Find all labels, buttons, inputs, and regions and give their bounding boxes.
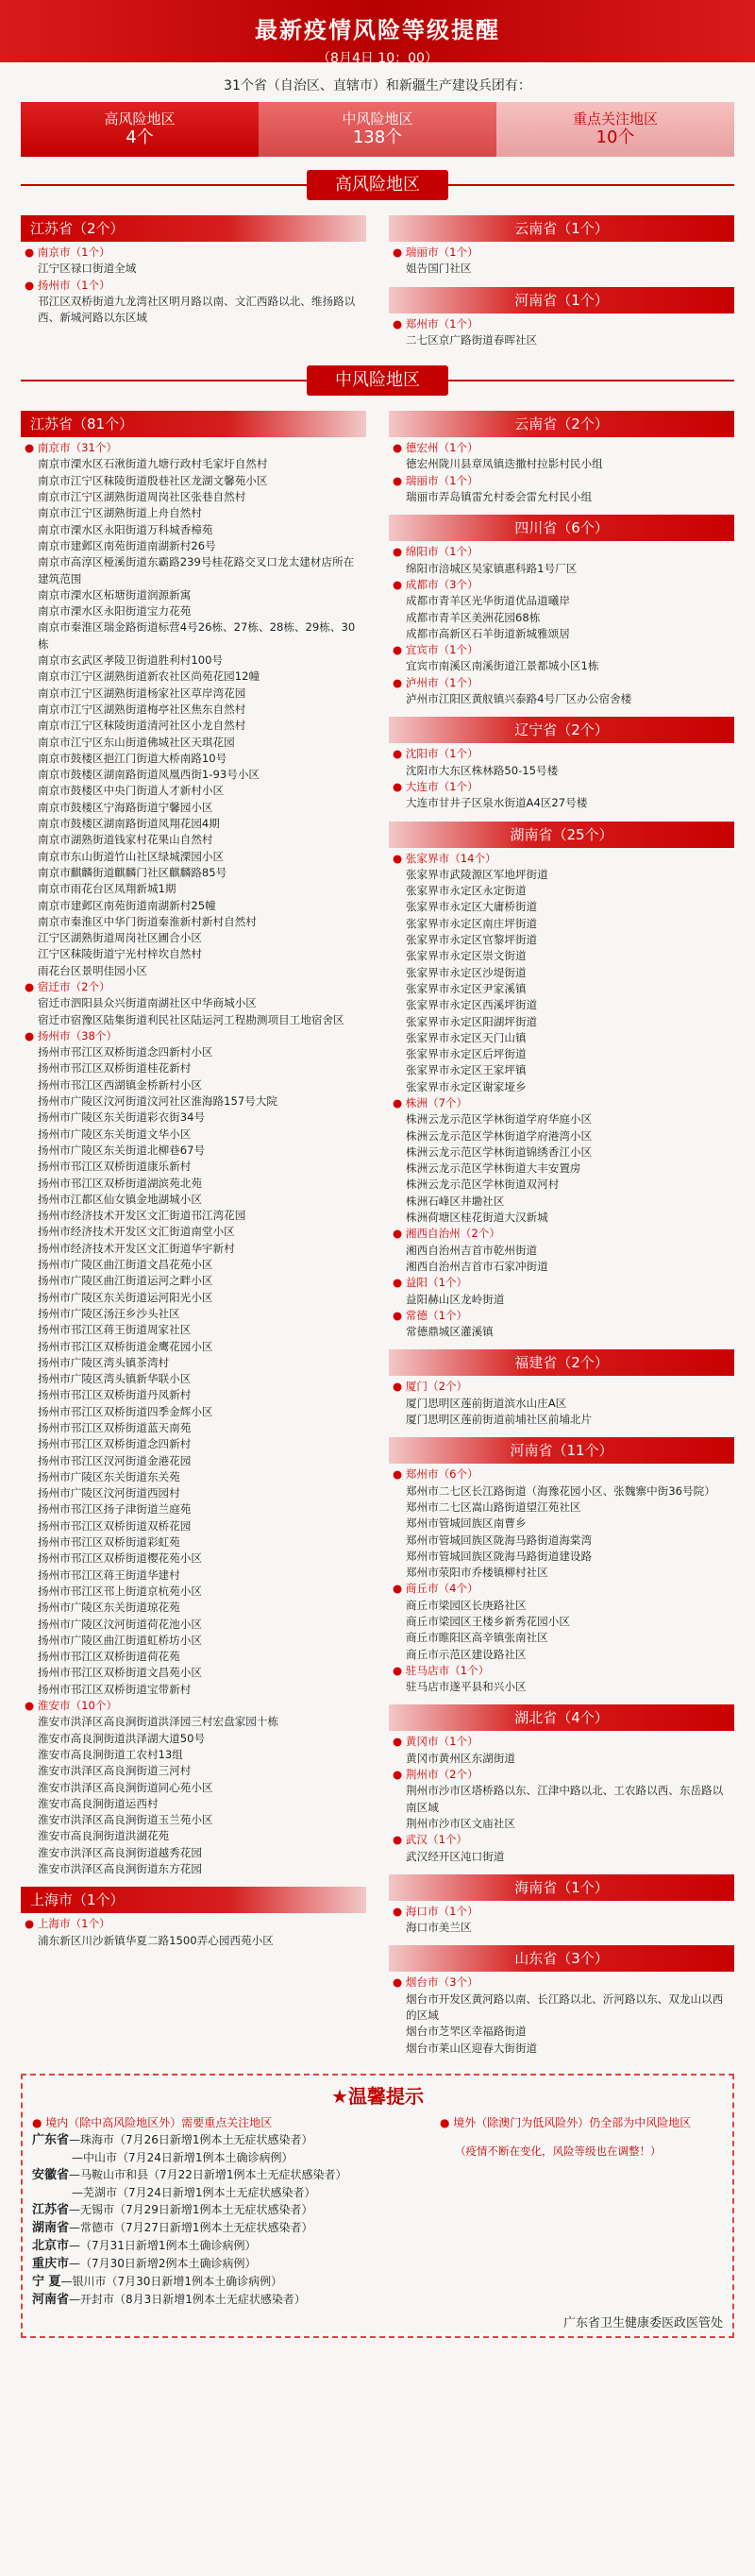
area-item: 扬州市广陵区汶河街道西园村 (38, 1486, 180, 1500)
focus-province: 重庆市 (32, 2256, 70, 2271)
area-item: 商丘市梁园区长庚路社区 (406, 1598, 527, 1612)
area-item: 张家界市武陵源区军地坪街道 (406, 867, 548, 881)
area-item: 扬州市邗江区汊河街道金港花园 (38, 1453, 192, 1467)
area-item: 张家界市永定区南庄坪街道 (406, 916, 538, 930)
intro-text: 31个省（自治区、直辖市）和新疆生产建设兵团有： (224, 78, 531, 93)
area-item: 烟台市开发区黄河路以南、长江路以北、沂河路以东、双龙山以西的区域 (406, 1991, 724, 2023)
area-list (389, 437, 734, 509)
city-label: ● 张家界市（14个） (393, 851, 496, 865)
area-item: 绵阳市涪城区吴家镇惠科路1号厂区 (406, 561, 578, 575)
area-item: 郑州市二七区嵩山路街道望江苑社区 (406, 1500, 581, 1514)
source-credit: 广东省卫生健康委医政医管处 (562, 2315, 723, 2330)
area-item: 扬州市邗江区双桥街道樱花苑小区 (38, 1551, 202, 1566)
area-list (21, 1913, 366, 1953)
area-list (389, 1376, 734, 1432)
city-label: ● 湘西自治州（2个） (393, 1227, 500, 1241)
area-item: 沈阳市大东区株林路50-15号楼 (406, 763, 559, 777)
area-item: 扬州市广陵区东关街道北柳巷67号 (38, 1143, 206, 1157)
area-item: 南京市江宁区湖熟街道周岗社区张巷自然村 (38, 490, 246, 504)
area-item: 扬州市邗江区双桥街道康乐新村 (38, 1160, 192, 1174)
city-label: ● 驻马店市（1个） (393, 1663, 490, 1677)
high-risk-left-column (21, 210, 366, 352)
focus-text: —常德市（7月27日新增1例本土无症状感染者） (69, 2220, 313, 2234)
area-item: 南京市建邺区南苑街道南湖新村26号 (38, 538, 216, 552)
area-item: 成都市青羊区美洲花园68栋 (406, 610, 541, 624)
province-header: 湖北省（4个） (389, 1704, 734, 1731)
change-note: （疫情不断在变化，风险等级也在调整！） (455, 2144, 662, 2158)
mid-risk-left-column (21, 405, 366, 2060)
area-list (21, 437, 366, 1881)
summary-focus-count: 10个 (596, 127, 635, 147)
focus-province: 湖南省 (32, 2220, 70, 2235)
area-item: 张家界市永定区阳湖坪街道 (406, 1014, 538, 1028)
province-header: 河南省（11个） (389, 1437, 734, 1464)
area-item: 扬州市邗江区双桥街道文昌苑小区 (38, 1666, 202, 1680)
area-item: 宿迁市宿豫区陆集街道利民社区陆运河工程勘测项目工地宿舍区 (38, 1012, 344, 1026)
city-label: ● 商丘市（4个） (393, 1582, 478, 1596)
summary-bar (21, 102, 734, 157)
area-item: 南京市高淳区桠溪街道东霸路239号桂花路交叉口龙太建材店所在建筑范围 (38, 555, 355, 585)
city-label: ● 扬州市（1个） (25, 278, 110, 292)
focus-item (32, 2291, 428, 2309)
area-item: 株洲云龙示范区学林街道大丰安置房 (406, 1161, 581, 1176)
city-label: ● 大连市（1个） (393, 779, 478, 793)
area-item: 扬州市广陵区汤汪乡沙头社区 (38, 1306, 180, 1320)
city-label: ● 南京市（31个） (25, 441, 118, 455)
city-label: ● 上海市（1个） (25, 1917, 110, 1931)
area-item: 扬州市邗江区扬子津街道兰庭苑 (38, 1502, 192, 1517)
area-item: 雨花台区景明佳园小区 (38, 963, 147, 977)
province-header: 江苏省（2个） (21, 215, 366, 242)
area-item: 株洲荷塘区桂花街道大汉新城 (406, 1211, 548, 1225)
area-list (389, 1901, 734, 1940)
city-label: ● 绵阳市（1个） (393, 545, 478, 559)
summary-focus (496, 102, 734, 157)
city-label: ● 益阳（1个） (393, 1276, 468, 1290)
area-item: 扬州市广陵区东关街道东关苑 (38, 1469, 180, 1483)
area-item: 扬州市邗江区双桥街道蓝天南苑 (38, 1421, 192, 1434)
focus-province: 北京市 (32, 2238, 70, 2253)
area-item: 扬州市经济技术开发区文汇街道华宇新村 (38, 1241, 235, 1255)
area-item: 扬州市广陵区汶河街道荷花池小区 (38, 1617, 202, 1631)
area-item: 扬州市邗江区双桥街道丹凤新村 (38, 1388, 192, 1402)
area-item: 武汉经开区沌口街道 (406, 1849, 505, 1863)
area-item: 南京市鼓楼区湖南路街道凤翔花园4期 (38, 817, 220, 831)
area-item: 南京市江宁区秣陵街道殷巷社区龙湖文馨苑小区 (38, 473, 268, 487)
warm-tips-title (32, 2081, 723, 2109)
area-item: 商丘市示范区建设路社区 (406, 1647, 527, 1661)
area-item: 张家界市永定区谢家垭乡 (406, 1079, 527, 1093)
area-item: 黄冈市黄州区东湖街道 (406, 1751, 515, 1765)
area-item: 扬州市经济技术开发区文汇街道南堂小区 (38, 1225, 235, 1239)
area-item: 荆州市沙市区文庙社区 (406, 1816, 515, 1830)
area-item: 扬州市广陵区曲江街道虹桥坊小区 (38, 1633, 202, 1647)
city-label: ● 宜宾市（1个） (393, 643, 478, 657)
focus-item (32, 2184, 428, 2201)
city-label: ● 沈阳市（1个） (393, 747, 478, 761)
focus-province: 江苏省 (32, 2202, 70, 2217)
area-item: 湘西自治州吉首市乾州街道 (406, 1243, 538, 1257)
area-item: 扬州市邗江区双桥街道金鹰花园小区 (38, 1339, 213, 1353)
city-label: ● 黄冈市（1个） (393, 1735, 478, 1749)
domestic-focus-heading: ● 境内（除中高风险地区外）需要重点关注地区 (32, 2115, 273, 2129)
area-item: 扬州市邗江区双桥街道念四新村小区 (38, 1045, 213, 1059)
area-item: 益阳赫山区龙岭街道 (406, 1292, 505, 1306)
area-item: 江宁区湖熟街道周岗社区圃合小区 (38, 931, 202, 945)
high-risk-section-header (21, 170, 734, 200)
area-item: 扬州市邗江区西湖镇金桥新村小区 (38, 1077, 202, 1092)
page-title: 最新疫情风险等级提醒 (255, 17, 500, 43)
province-header: 辽宁省（2个） (389, 717, 734, 743)
province-header: 四川省（6个） (389, 515, 734, 541)
area-item: 厦门思明区莲前街道前埔社区前埔北片 (406, 1413, 593, 1427)
province-header: 海南省（1个） (389, 1874, 734, 1901)
area-item: 扬州市邗江区邗上街道京杭苑小区 (38, 1584, 202, 1598)
province-header: 山东省（3个） (389, 1945, 734, 1972)
area-item: 张家界市永定区王家坪镇 (406, 1063, 527, 1077)
area-list (389, 848, 734, 1345)
area-item: 郑州市管城回族区陇海马路街道海棠湾 (406, 1533, 593, 1547)
area-item: 郑州市管城回族区南曹乡 (406, 1517, 527, 1531)
area-item: 张家界市永定区沙堤街道 (406, 965, 527, 979)
area-item: 南京市江宁区湖熟街道上舟自然村 (38, 506, 202, 520)
high-risk-right-column (389, 210, 734, 352)
area-item: 南京市江宁区湖熟街道梅亭社区焦东自然村 (38, 702, 246, 716)
area-item: 南京市湖熟街道钱家村花果山自然村 (38, 833, 213, 847)
area-item: 株洲云龙示范区学林街道锦绣香江小区 (406, 1144, 593, 1159)
area-item: 淮安市洪泽区高良涧街道玉兰苑小区 (38, 1813, 213, 1827)
area-item: 宜宾市南溪区南溪街道江景都城小区1栋 (406, 659, 599, 673)
area-item: 株洲云龙示范区学林街道学府港湾小区 (406, 1128, 593, 1143)
mid-risk-columns (21, 405, 734, 2060)
city-label: ● 成都市（3个） (393, 577, 478, 591)
area-list (389, 541, 734, 711)
province-header: 河南省（1个） (389, 287, 734, 314)
mid-risk-right-column (389, 405, 734, 2060)
area-item: 成都市青羊区光华街道优品道曦岸 (406, 594, 570, 608)
area-list (21, 242, 366, 330)
area-item: 扬州市广陵区湾头镇茶湾村 (38, 1355, 170, 1369)
area-item: 淮安市洪泽区高良涧街道东方花园 (38, 1862, 202, 1876)
area-item: 张家界市永定区崇文街道 (406, 949, 527, 963)
focus-province: 河南省 (32, 2292, 70, 2307)
province-header: 江苏省（81个） (21, 411, 366, 437)
warm-tips-box (21, 2074, 734, 2338)
area-item: 厦门思明区莲前街道滨水山庄A区 (406, 1396, 567, 1410)
area-item: 扬州市邗江区双桥街道宝带新村 (38, 1682, 192, 1696)
focus-text: —无锡市（7月29日新增1例本土无症状感染者） (69, 2202, 313, 2216)
area-item: 扬州市邗江区双桥街道四季金辉小区 (38, 1404, 213, 1418)
province-header: 云南省（2个） (389, 411, 734, 437)
area-item: 南京市江宁区东山街道佛城社区天琪花园 (38, 735, 235, 749)
city-label: ● 荆州市（2个） (393, 1768, 478, 1782)
area-item: 商丘市梁园区王楼乡新秀花园小区 (406, 1615, 570, 1628)
province-header: 云南省（1个） (389, 215, 734, 242)
high-risk-title: 高风险地区 (307, 170, 448, 200)
area-item: 南京市江宁区湖熟街道杨家社区草岸湾花园 (38, 686, 246, 700)
area-item: 扬州市广陵区东关街道琼花苑 (38, 1601, 180, 1615)
focus-text: —（7月30日新增2例本土确诊病例） (69, 2256, 257, 2270)
area-item: 扬州市邗江区双桥街道双桥花园 (38, 1518, 192, 1533)
summary-mid-label: 中风险地区 (342, 110, 413, 127)
high-risk-columns (21, 210, 734, 352)
city-label: ● 淮安市（10个） (25, 1699, 118, 1713)
focus-item (32, 2237, 428, 2255)
area-item: 烟台市莱山区迎春大街街道 (406, 2041, 538, 2055)
area-item: 南京市雨花台区凤翔新城1期 (38, 882, 176, 896)
area-item: 南京市溧水区永阳街道万科城香樟苑 (38, 522, 213, 536)
area-item: 南京市鼓楼区挹江门街道大桥南路10号 (38, 751, 227, 765)
area-item: 泸州市江阳区黄舣镇兴泰路4号厂区办公宿舍楼 (406, 692, 632, 706)
area-item: 南京市溧水区永阳街道宝力花苑 (38, 604, 192, 619)
area-item: 南京市建邺区南苑街道南湖新村25幢 (38, 898, 216, 912)
focus-province: 安徽省 (32, 2167, 70, 2182)
area-item: 湘西自治州吉首市石家冲街道 (406, 1259, 548, 1273)
area-item: 淮安市高良涧街道洪泽湖大道50号 (38, 1731, 206, 1745)
area-item: 南京市秦淮区瑞金路街道标营4号26栋、27栋、28栋、29栋、30栋 (38, 620, 356, 651)
area-item: 张家界市永定区尹家溪镇 (406, 981, 527, 995)
area-item: 扬州市广陵区曲江街道文昌花苑小区 (38, 1258, 213, 1272)
area-item: 淮安市高良涧街道洪湖花苑 (38, 1829, 170, 1843)
area-item: 邗江区双桥街道九龙湾社区明月路以南、文汇西路以北、维扬路以西、新城河路以东区域 (38, 294, 356, 325)
area-item: 淮安市洪泽区高良涧街道三河村 (38, 1764, 192, 1778)
area-item: 株洲云龙示范区学林街道学府华庭小区 (406, 1112, 593, 1127)
overseas-heading: ● 境外（除澳门为低风险外）仍全部为中风险地区 (440, 2115, 692, 2129)
area-item: 淮安市洪泽区高良涧街道越秀花园 (38, 1845, 202, 1859)
area-item: 淮安市高良涧街道运西村 (38, 1796, 159, 1810)
summary-high-label: 高风险地区 (104, 110, 176, 127)
mid-risk-section-header (21, 365, 734, 396)
area-item: 烟台市芝罘区幸福路街道 (406, 2025, 527, 2039)
city-label: ● 海口市（1个） (393, 1904, 478, 1918)
area-item: 扬州市广陵区东关街道彩衣街34号 (38, 1110, 206, 1125)
area-item: 扬州市邗江区双桥街道荷花苑 (38, 1650, 180, 1664)
area-item: 南京市秦淮区中华门街道秦淮新村新村自然村 (38, 914, 257, 928)
focus-text: —银川市（7月30日新增1例本土确诊病例） (60, 2274, 283, 2288)
area-item: 张家界市永定区永定街道 (406, 884, 527, 898)
area-item: 扬州市广陵区东关街道文华小区 (38, 1127, 192, 1141)
focus-item (32, 2255, 428, 2273)
city-label: ● 宿迁市（2个） (25, 979, 110, 993)
city-label: ● 郑州市（6个） (393, 1467, 478, 1482)
area-item: 常德鼎城区灌溪镇 (406, 1325, 494, 1339)
city-label: ● 扬州市（38个） (25, 1028, 118, 1042)
area-item: 成都市高新区石羊街道新城雅颂居 (406, 626, 570, 640)
area-item: 南京市江宁区湖熟街道新农社区尚苑花园12幢 (38, 669, 260, 684)
area-list (389, 1731, 734, 1868)
area-item: 荆州市沙市区塔桥路以东、江津中路以北、工农路以西、东岳路以南区域 (406, 1784, 724, 1814)
area-item: 南京市溧水区石湫街道九塘行政村毛家圩自然村 (38, 457, 268, 471)
overseas-note (440, 2114, 723, 2309)
province-header: 上海市（1个） (21, 1887, 366, 1913)
city-label: ● 德宏州（1个） (393, 441, 478, 455)
focus-text: —中山市（7月24日新增1例本土确诊病例） (72, 2150, 294, 2164)
star-icon: ★ (331, 2084, 348, 2108)
mid-risk-title: 中风险地区 (307, 365, 448, 396)
area-item: 张家界市永定区天门山镇 (406, 1030, 527, 1044)
area-item: 南京市鼓楼区中央门街道人才新村小区 (38, 784, 225, 798)
area-item: 扬州市广陵区汶河街道汶河社区淮海路157号大院 (38, 1094, 278, 1109)
summary-mid-count: 138个 (352, 127, 403, 147)
domestic-focus-items (32, 2131, 428, 2309)
focus-province: 宁 夏 (32, 2274, 61, 2289)
focus-item (32, 2131, 428, 2149)
warm-tips-title-text: 温馨提示 (347, 2084, 424, 2108)
summary-high-count: 4个 (126, 127, 154, 147)
area-list (389, 1972, 734, 2059)
summary-focus-label: 重点关注地区 (572, 110, 658, 127)
area-item: 扬州市广陵区曲江街道运河之畔小区 (38, 1274, 213, 1288)
area-item: 淮安市洪泽区高良涧街道同心苑小区 (38, 1780, 213, 1794)
area-item: 郑州市二七区长江路街道（海豫花园小区、张魏寨中街36号院） (406, 1483, 715, 1498)
province-header: 福建省（2个） (389, 1349, 734, 1376)
area-item: 扬州市邗江区双桥街道念四新村 (38, 1437, 192, 1451)
area-item: 株洲石峰区井墈社区 (406, 1194, 505, 1208)
area-item: 二七区京广路街道春晖社区 (406, 332, 538, 347)
domestic-focus-list (32, 2114, 428, 2309)
focus-item (32, 2166, 428, 2184)
area-item: 南京市东山街道竹山社区绿城溧园小区 (38, 849, 225, 863)
area-item: 扬州市江都区仙女镇金地湖城小区 (38, 1192, 202, 1206)
city-label: ● 烟台市（3个） (393, 1975, 478, 1990)
area-item: 扬州市经济技术开发区文汇街道邗江湾花园 (38, 1209, 246, 1223)
area-item: 大连市甘井子区泉水街道A4区27号楼 (406, 796, 588, 810)
focus-item (32, 2219, 428, 2237)
city-label: ● 株洲（7个） (393, 1095, 468, 1110)
focus-item (32, 2201, 428, 2219)
city-label: ● 瑞丽市（1个） (393, 246, 478, 259)
header (0, 0, 755, 66)
city-label: ● 南京市（1个） (25, 246, 110, 259)
area-item: 株洲云龙示范区学林街道双河村 (406, 1178, 560, 1192)
area-item: 张家界市永定区后坪街道 (406, 1047, 527, 1061)
area-item: 淮安市洪泽区高良涧街道洪泽园三村宏盘家园十栋 (38, 1715, 279, 1729)
city-label: ● 瑞丽市（1个） (393, 473, 478, 487)
area-item: 南京市江宁区秣陵街道清河社区小龙自然村 (38, 719, 246, 733)
focus-text: —开封市（8月3日新增1例本土无症状感染者） (69, 2292, 306, 2306)
area-item: 张家界市永定区西溪坪街道 (406, 998, 538, 1012)
area-item: 南京市玄武区孝陵卫街道胜利村100号 (38, 653, 224, 668)
area-item: 驻马店市遂平县和兴小区 (406, 1680, 527, 1694)
area-item: 南京市鼓楼区湖南路街道凤凰西街1-93号小区 (38, 768, 260, 782)
area-item: 南京市溧水区柘塘街道润源新寓 (38, 587, 192, 602)
area-list (389, 314, 734, 353)
area-item: 南京市麒麟街道麒麟门社区麒麟路85号 (38, 865, 227, 879)
area-item: 扬州市邗江区双桥街道桂花新村 (38, 1061, 192, 1076)
area-item: 郑州市荥阳市乔楼镇柳村社区 (406, 1566, 548, 1580)
city-label: ● 常德（1个） (393, 1308, 468, 1322)
focus-text: —芜湖市（7月24日新增1例本土无症状感染者） (72, 2185, 316, 2199)
area-list (389, 743, 734, 815)
area-item: 张家界市永定区大庸桥街道 (406, 900, 538, 914)
area-item: 海口市美兰区 (406, 1921, 472, 1935)
area-item: 江宁区秣陵街道宁光村梓坎自然村 (38, 947, 202, 961)
area-item: 扬州市邗江区双桥街道彩虹苑 (38, 1535, 180, 1550)
area-list (389, 1464, 734, 1699)
area-list (389, 242, 734, 281)
focus-item (32, 2273, 428, 2291)
city-label: ● 厦门（2个） (393, 1380, 468, 1394)
area-item: 浦东新区川沙新镇华夏二路1500弄心园西苑小区 (38, 1933, 274, 1947)
summary-mid (259, 102, 496, 157)
focus-province: 广东省 (32, 2132, 70, 2147)
focus-text: —马鞍山市和县（7月22日新增1例本土无症状感染者） (69, 2167, 347, 2181)
summary-high (21, 102, 259, 157)
area-item: 德宏州陇川县章凤镇迭撒村拉影村民小组 (406, 457, 603, 471)
area-item: 商丘市睢阳区高辛镇张南社区 (406, 1631, 548, 1645)
area-item: 扬州市邗江区蒋王街道华建村 (38, 1568, 180, 1582)
area-item: 南京市鼓楼区宁海路街道宁馨园小区 (38, 800, 213, 814)
page-subtitle: （8月4日 10：00） (317, 51, 438, 66)
area-item: 姐告国门社区 (406, 262, 472, 276)
focus-text: —（7月31日新增1例本土确诊病例） (69, 2238, 257, 2252)
area-item: 宿迁市泗阳县众兴街道南湖社区中华商城小区 (38, 996, 257, 1010)
area-item: 张家界市永定区官黎坪街道 (406, 933, 538, 947)
area-item: 淮安市高良涧街道工农村13组 (38, 1747, 183, 1761)
city-label: ● 郑州市（1个） (393, 316, 478, 330)
area-item: 扬州市广陵区东关街道运河阳光小区 (38, 1290, 213, 1304)
city-label: ● 武汉（1个） (393, 1833, 468, 1847)
area-item: 江宁区禄口街道全域 (38, 262, 137, 276)
area-item: 扬州市广陵区湾头镇新华联小区 (38, 1372, 192, 1386)
area-item: 扬州市邗江区双桥街道湖滨苑北苑 (38, 1176, 202, 1190)
province-header: 湖南省（25个） (389, 822, 734, 848)
focus-item (32, 2149, 428, 2166)
area-item: 扬州市邗江区蒋王街道周家社区 (38, 1323, 192, 1337)
focus-text: —珠海市（7月26日新增1例本土无症状感染者） (69, 2132, 313, 2146)
area-item: 瑞丽市弄岛镇雷允村委会雷允村民小组 (406, 490, 593, 504)
city-label: ● 泸州市（1个） (393, 675, 478, 689)
area-item: 郑州市管城回族区陇海马路街道建设路 (406, 1549, 593, 1563)
